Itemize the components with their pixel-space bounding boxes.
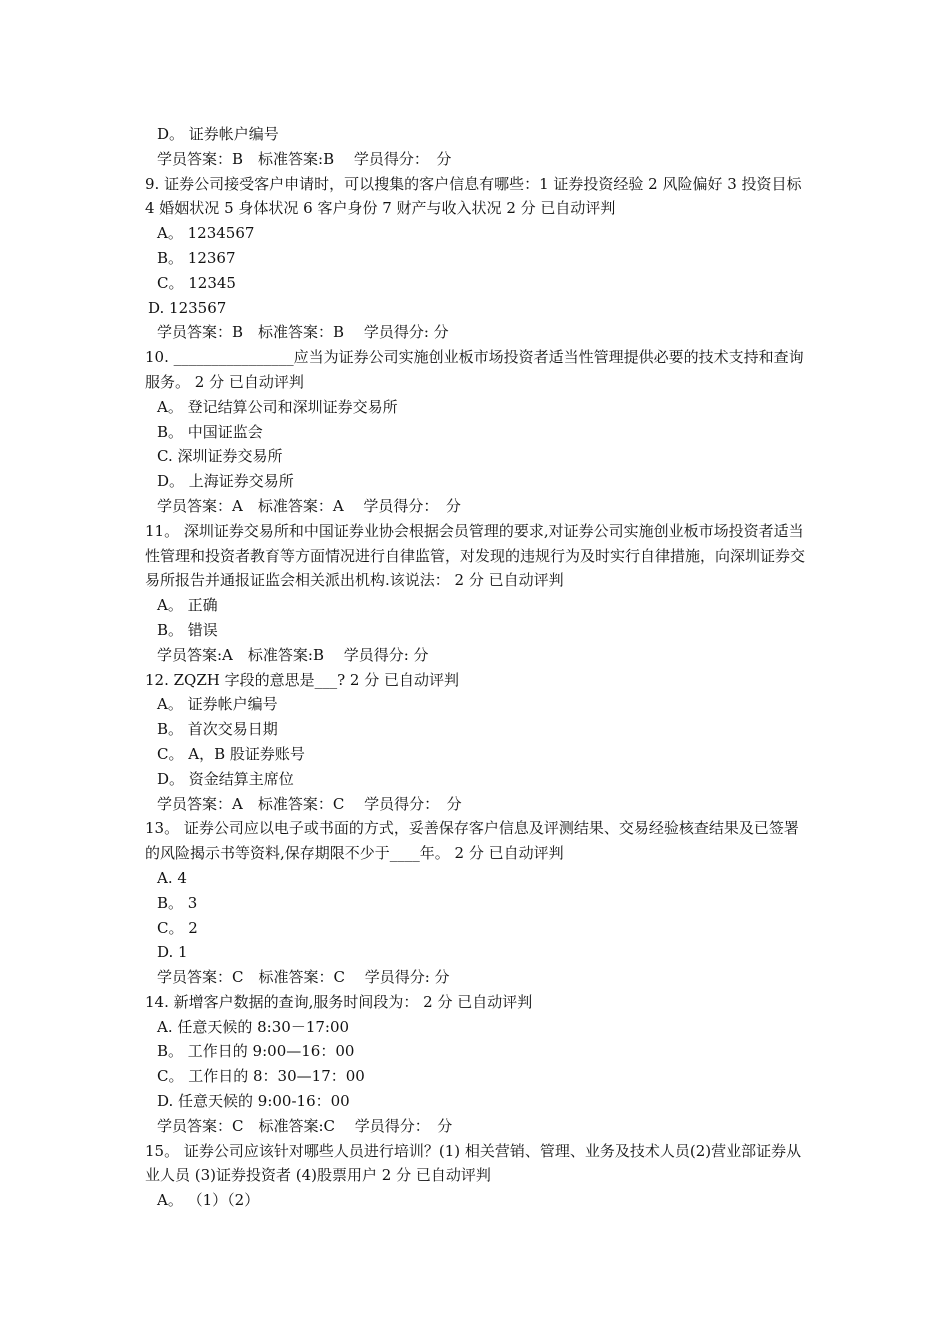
option-text: B。 12367 <box>157 248 236 267</box>
option-text: B。 工作日的 9:00—16：00 <box>157 1042 355 1061</box>
answer-line: 学员答案：C 标准答案：C 学员得分: 分 <box>157 968 450 987</box>
option-text: B。 首次交易日期 <box>157 720 278 739</box>
option-text: C。 2 <box>157 918 198 937</box>
option-text: D。 证券帐户编号 <box>157 125 279 143</box>
question-text: 14. 新增客户数据的查询,服务时间段为： 2 分 已自动评判 <box>145 992 533 1011</box>
option-text: C。 A，B 股证券账号 <box>157 744 305 763</box>
question-text: 10. ________________应当为证券公司实施创业板市场投资者适当性管理提供必要的技术支持和查询服务。 2 分 已自动评判 <box>145 348 804 391</box>
question-text: 13。 证券公司应以电子或书面的方式，妥善保存客户信息及评测结果、交易经验核查结果及已签署的风险揭示书等资料,保存期限不少于____年。 2 分 已自动评判 <box>145 819 799 863</box>
option-text: B。 错误 <box>157 620 218 639</box>
option-text: C。 12345 <box>157 273 236 292</box>
option-text: A。 证券帐户编号 <box>157 695 278 714</box>
question-text: 12. ZQZH 字段的意思是___? 2 分 已自动评判 <box>145 670 460 689</box>
option-text: A. 任意天候的 8:30－17:00 <box>157 1017 350 1036</box>
answer-line: 学员答案：B 标准答案:B 学员得分： 分 <box>157 149 452 168</box>
answer-line: 学员答案：A 标准答案：C 学员得分： 分 <box>157 794 462 813</box>
question-text: 11。 深圳证券交易所和中国证券业协会根据会员管理的要求,对证券公司实施创业板市场投资者适当性管理和投资者教育等方面情况进行自律监管，对发现的违规行为及时实行自律措施，向深圳证券交易所报告并通报证监会相关派出机构.该说法： 2 分 已自动评判 <box>145 521 806 590</box>
option-text: A. 4 <box>157 868 187 887</box>
option-text: D. 1 <box>157 943 188 962</box>
option-text: D. 任意天候的 9:00-16：00 <box>157 1092 350 1111</box>
question-text: 15。 证券公司应该针对哪些人员进行培训？(1) 相关营销、管理、业务及技术人员(2)营业部证券从业人员 (3)证券投资者 (4)股票用户 2 分 已自动评判 <box>145 1141 802 1185</box>
answer-line: 学员答案：C 标准答案:C 学员得分： 分 <box>157 1116 453 1135</box>
answer-line: 学员答案：A 标准答案：A 学员得分： 分 <box>157 496 461 515</box>
option-text: D。 资金结算主席位 <box>157 769 294 788</box>
option-text: B。 中国证监会 <box>157 422 263 441</box>
option-text: B。 3 <box>157 893 198 912</box>
option-text: C。 工作日的 8：30—17：00 <box>157 1067 365 1086</box>
question-text: 9. 证券公司接受客户申请时，可以搜集的客户信息有哪些：1 证券投资经验 2 风险偏好 3 投资目标 4 婚姻状况 5 身体状况 6 客户身份 7 财产与收入状况 2 分 已自动评判 <box>145 174 802 218</box>
option-text: C. 深圳证券交易所 <box>157 447 283 466</box>
option-text: A。 正确 <box>157 596 218 615</box>
option-text: A。 1234567 <box>157 224 255 243</box>
answer-line: 学员答案：B 标准答案：B 学员得分: 分 <box>157 323 449 342</box>
option-text: D。 上海证券交易所 <box>157 472 294 491</box>
document-page <box>145 122 810 1213</box>
option-text: D. 123567 <box>148 298 227 317</box>
answer-line: 学员答案:A 标准答案:B 学员得分: 分 <box>157 645 429 664</box>
option-text: A。 （1）（2） <box>157 1191 260 1210</box>
option-text: A。 登记结算公司和深圳证券交易所 <box>157 397 398 416</box>
